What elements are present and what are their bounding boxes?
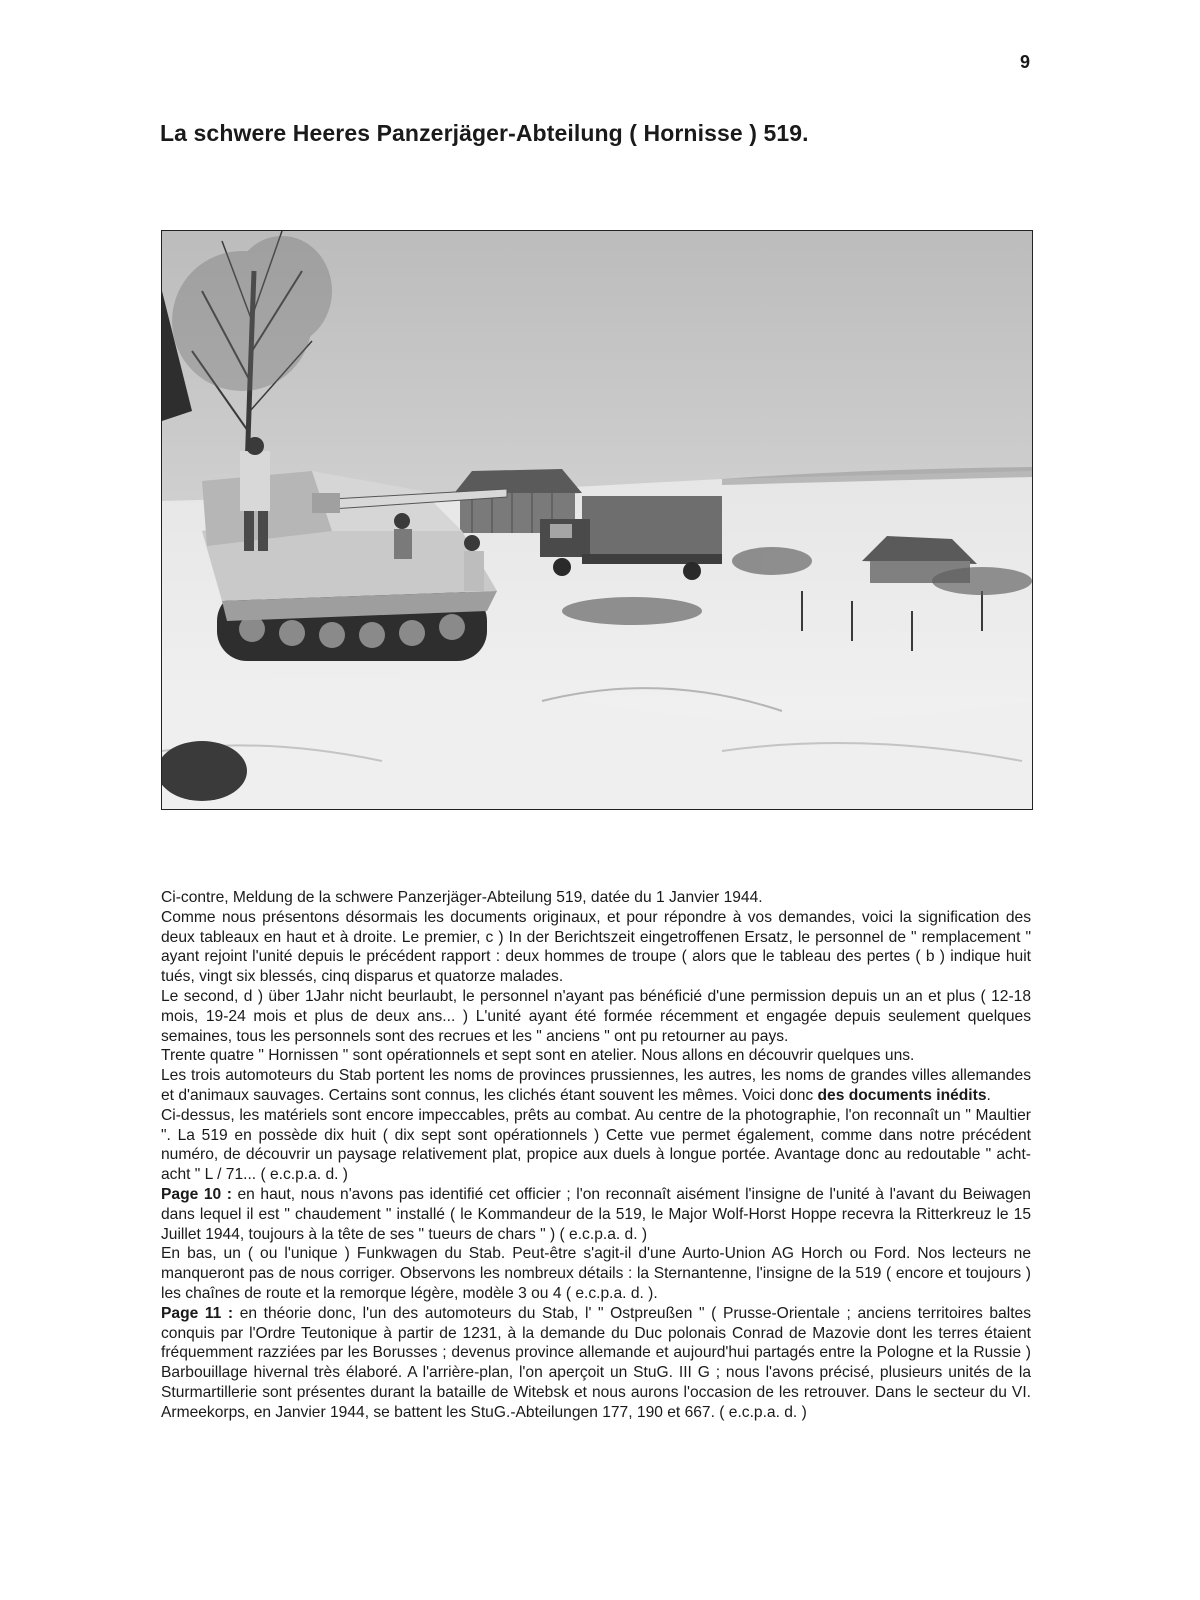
paragraph-tables: Comme nous présentons désormais les documents originaux, et pour répondre à vos demandes, voici la signification des deux tableaux en haut et à droite. Le premier, c ) In der Berichtszeit eingetroffenen Ersatz, le personnel de " remplacement " ayant rejoint l'unité depuis le précédent rapport : deux hommes de troupe ( alors que le tableau des pertes ( b ) indique huit tués, vingt six blessés, cinq disparus et quatorze malades. bbox=[161, 908, 1031, 986]
paragraph-funkwagen: En bas, un ( ou l'unique ) Funkwagen du Stab. Peut-être s'agit-il d'une Aurto-Union AG Horch ou Ford. Nos lecteurs ne manqueront pas de nous corriger. Observons les nombreux détails : la Sternantenne, l'insigne de la 519 ( encore et toujours ) les chaînes de route et la remorque légère, modèle 3 ou 4 ( e.c.p.a. d. ). bbox=[161, 1245, 1031, 1302]
page-11-label: Page 11 : bbox=[161, 1304, 234, 1322]
winter-vehicle-photo bbox=[161, 230, 1033, 810]
body-text bbox=[161, 888, 1031, 1423]
page-number: 9 bbox=[1019, 52, 1030, 72]
paragraph-page-11: Page 11 : en théorie donc, l'un des automoteurs du Stab, l' " Ostpreußen " ( Prusse-Orientale ; anciens territoires baltes conquis par l'Ordre Teutonique à partir de 1231, à la demande du Duc polonais Conrad de Mazovie dont les terres étaient fréquemment razziées par les Borusses ; devenus province allemande et aujourd'hui partagés entre la Pologne et la Russie ) Barbouillage hivernal très élaboré. A l'arrière-plan, l'on aperçoit un StuG. III G ; nous l'avons précisé, plusieurs unités de la Sturmartillerie sont présentes durant la bataille de Witebsk et nous aurons l'occasion de les retrouver. Dans le secteur du VI. Armeekorps, en Janvier 1944, se battent les StuG.-Abteilungen 177, 190 et 667. ( e.c.p.a. d. ) bbox=[161, 1304, 1031, 1421]
photo-illustration bbox=[162, 231, 1032, 809]
paragraph-page-10: Page 10 : en haut, nous n'avons pas identifié cet officier ; l'on reconnaît aisément l'insigne de l'unité à l'avant du Beiwagen dans lequel il est " chaudement " installé ( le Kommandeur de la 519, le Major Wolf-Horst Hoppe recevra la Ritterkreuz le 15 Juillet 1944, toujours à la tête de ses " tueurs de chars " ) ( e.c.p.a. d. ) bbox=[161, 1185, 1031, 1243]
paragraph-second-table: Le second, d ) über 1Jahr nicht beurlaubt, le personnel n'ayant pas bénéficié d'une permission depuis un an et plus ( 12-18 mois, 19-24 mois et plus de deux ans... ) L'unité ayant été formée récemment et engagée depuis seulement quelques semaines, tous les personnels sont des recrues et les " anciens " ont pu retourner au pays. bbox=[161, 987, 1031, 1045]
paragraph-hornissen: Trente quatre " Hornissen " sont opérationnels et sept sont en atelier. Nous allons en découvrir quelques uns. bbox=[161, 1047, 915, 1065]
paragraph-photo-caption: Ci-dessus, les matériels sont encore impeccables, prêts au combat. Au centre de la photographie, l'on reconnaît un " Maultier ". La 519 en possède dix huit ( dix sept sont opérationnels ) Cette vue permet également, comme dans notre précédent numéro, de découvrir un paysage relativement plat, propice aux duels à longue portée. Avantage donc au redoutable " acht-acht " L / 71... ( e.c.p.a. d. ) bbox=[161, 1106, 1031, 1184]
paragraph-stab-names: Les trois automoteurs du Stab portent les noms de provinces prussiennes, les autres, les noms de grandes villes allemandes et d'animaux sauvages. Certains sont connus, les clichés étant souvent les mêmes. Voici donc des documents inédits. bbox=[161, 1067, 1031, 1104]
page-10-label: Page 10 : bbox=[161, 1185, 232, 1203]
bold-emphasis: des documents inédits bbox=[817, 1086, 987, 1104]
page-title: La schwere Heeres Panzerjäger-Abteilung ( Hornisse ) 519. bbox=[160, 120, 809, 146]
paragraph-intro: Ci-contre, Meldung de la schwere Panzerjäger-Abteilung 519, datée du 1 Janvier 1944. bbox=[161, 889, 763, 906]
